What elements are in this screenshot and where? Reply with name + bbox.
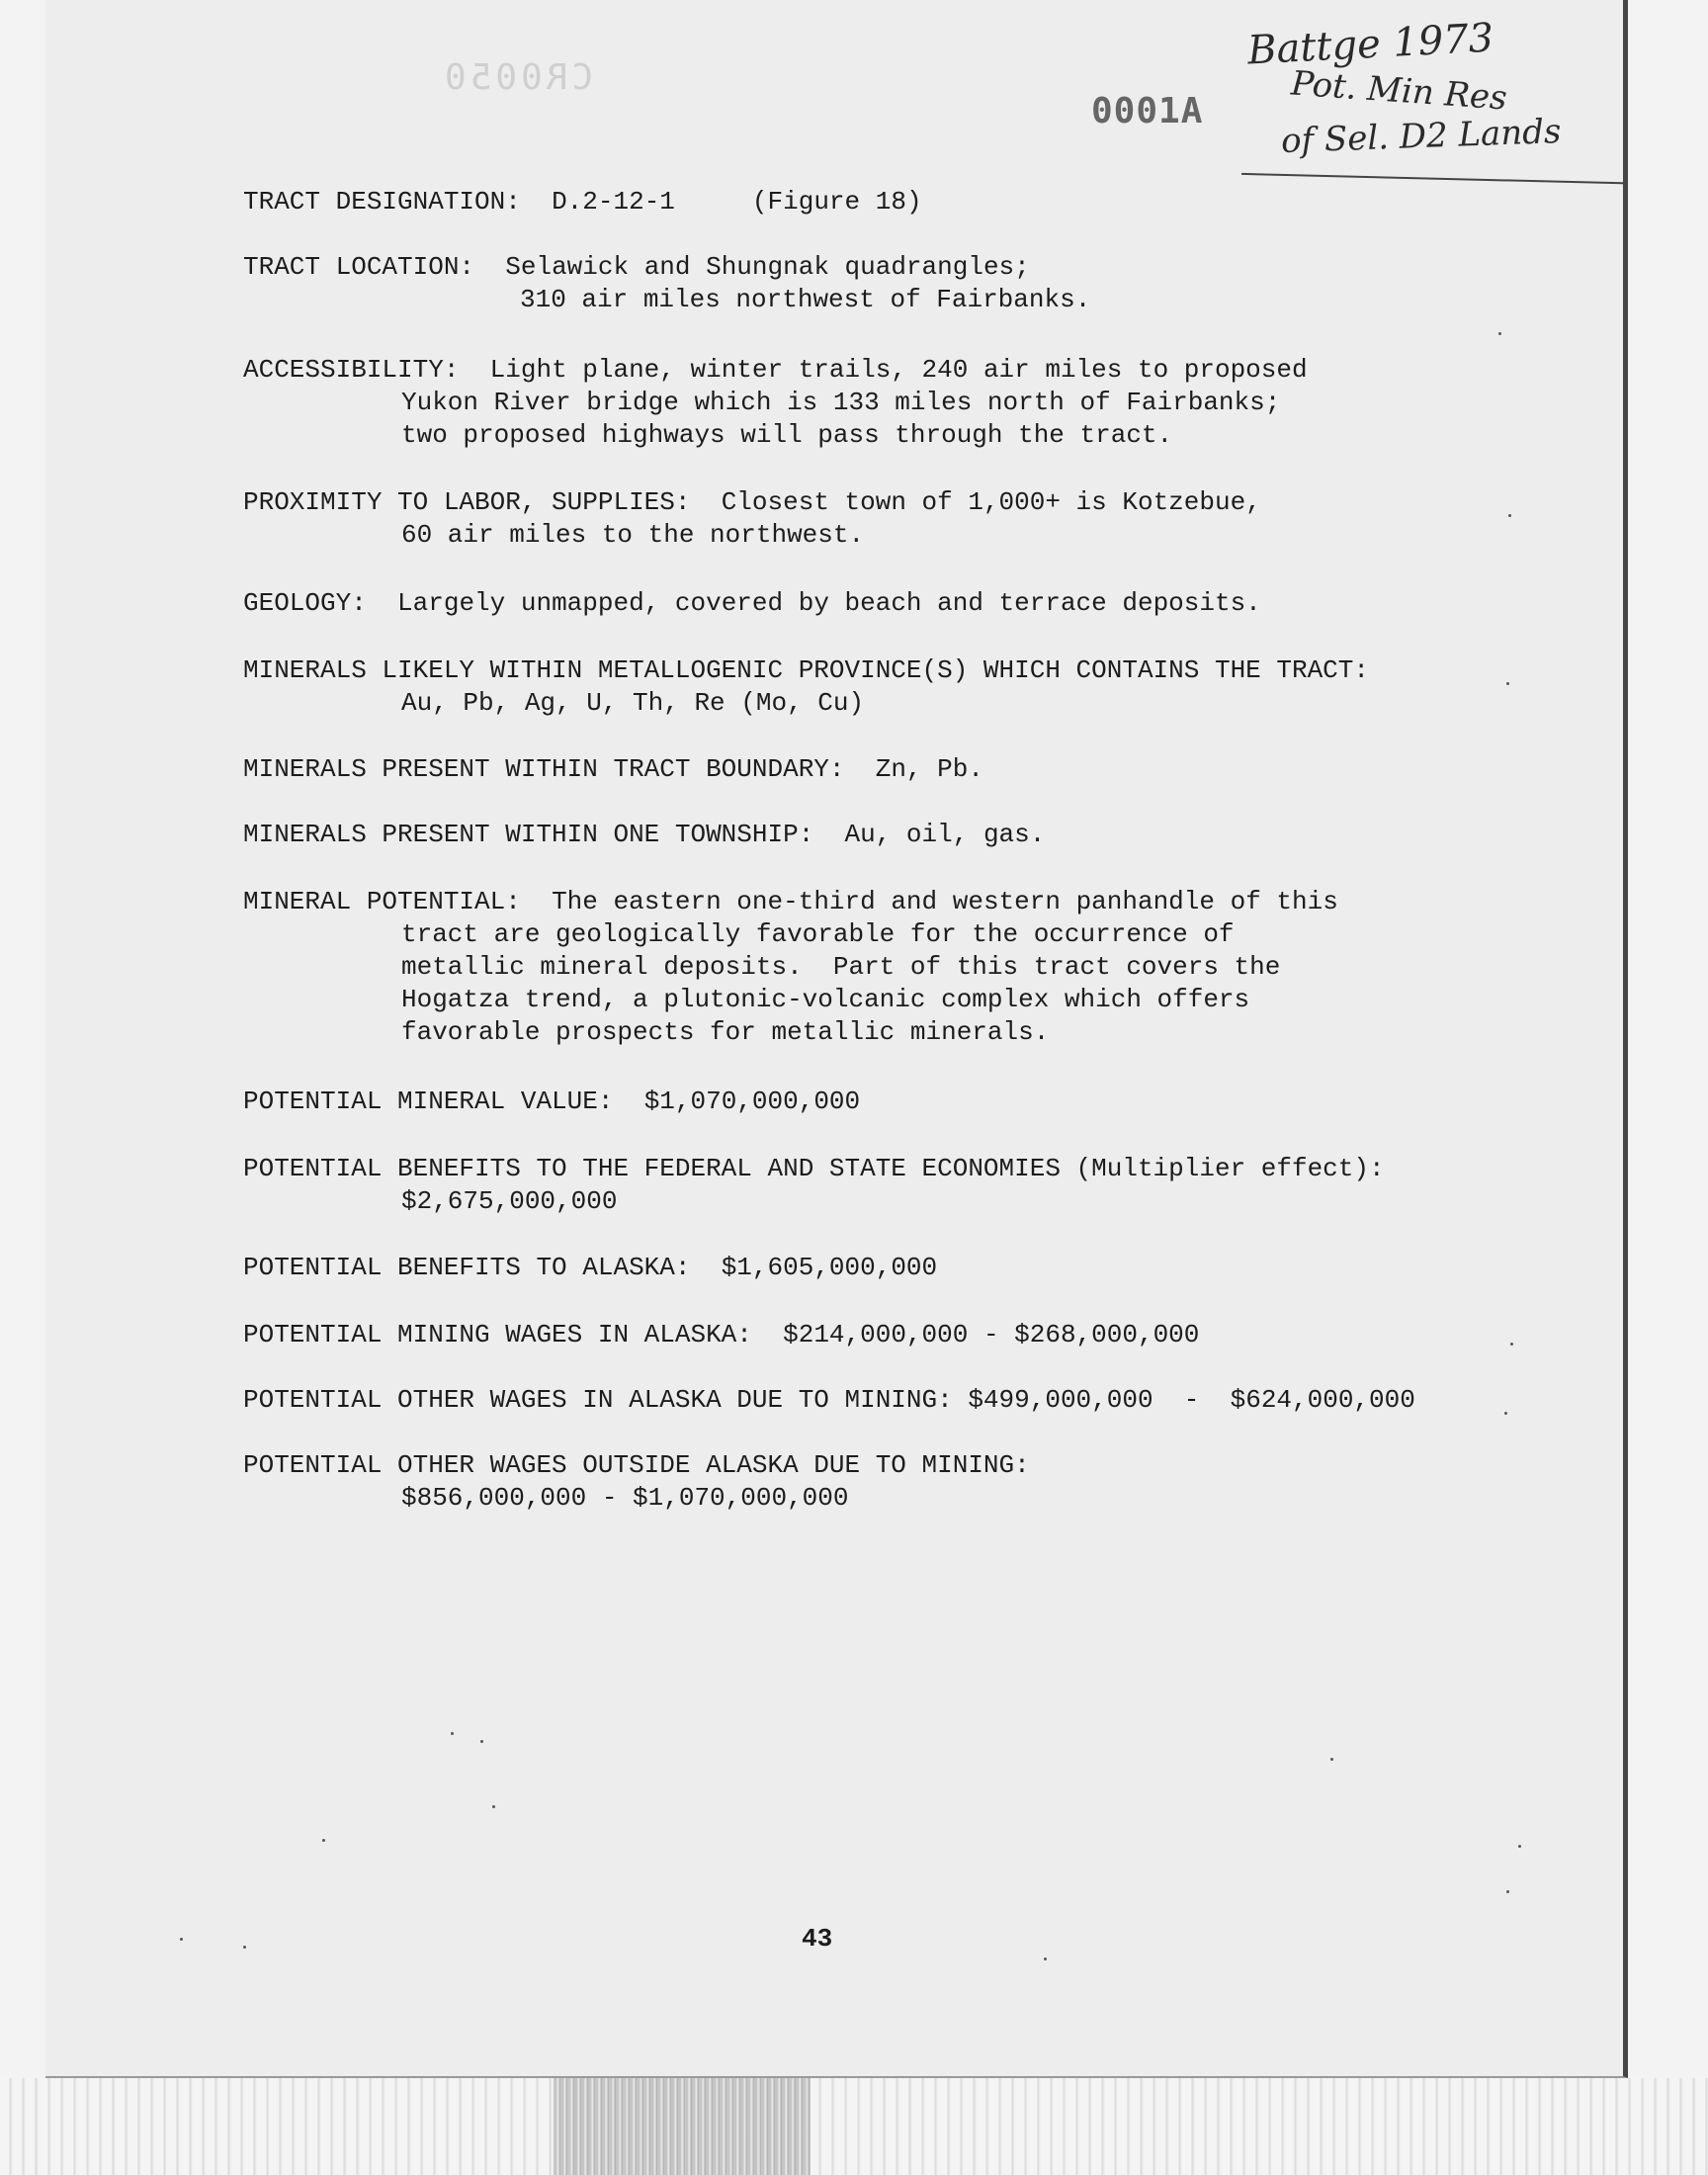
figure-reference: (Figure 18) xyxy=(751,187,922,217)
accessibility-line-1: Light plane, winter trails, 240 air miles to proposed xyxy=(489,355,1308,385)
scanner-edge-shadow xyxy=(554,2078,811,2175)
handwritten-note-line-1: Battge 1973 xyxy=(1245,15,1495,74)
other-wages xyxy=(243,1384,1415,1417)
document-page xyxy=(45,0,1628,2078)
province-minerals-value: Au, Pb, Ag, U, Th, Re (Mo, Cu) xyxy=(401,688,865,718)
accessibility xyxy=(243,354,1308,452)
scan-speck xyxy=(1330,1758,1333,1761)
tract-designation-label: TRACT DESIGNATION: xyxy=(243,187,521,217)
ghost-stamp: CR0050 xyxy=(441,57,594,98)
potential-mineral-value xyxy=(243,1086,860,1118)
province-minerals-label: MINERALS LIKELY WITHIN METALLOGENIC PROVINCE(S) WHICH CONTAINS THE TRACT: xyxy=(243,655,1369,685)
tract-designation-value: D.2-12-1 xyxy=(552,187,675,217)
mineral-potential-line-4: Hogatza trend, a plutonic-volcanic complex which offers xyxy=(401,985,1250,1014)
alaska-benefits xyxy=(243,1252,937,1284)
scan-speck xyxy=(1044,1958,1047,1960)
boundary-minerals-label: MINERALS PRESENT WITHIN TRACT BOUNDARY: xyxy=(243,754,845,784)
township-minerals-label: MINERALS PRESENT WITHIN ONE TOWNSHIP: xyxy=(243,820,814,849)
handwritten-note-line-2: Pot. Min Res xyxy=(1289,63,1508,119)
proximity-line-2: 60 air miles to the northwest. xyxy=(401,520,865,550)
scan-speck xyxy=(1498,332,1501,335)
scan-speck xyxy=(1506,1890,1509,1893)
mineral-potential xyxy=(243,886,1338,1049)
scan-speck xyxy=(1518,1845,1521,1848)
alaska-benefits-label: POTENTIAL BENEFITS TO ALASKA: xyxy=(243,1253,691,1282)
scan-speck xyxy=(1510,1343,1513,1346)
mineral-potential-line-1: The eastern one-third and western panhandle of this xyxy=(552,887,1338,916)
other-wages-low: $499,000,000 xyxy=(968,1385,1153,1415)
proximity xyxy=(243,486,1261,552)
mineral-potential-line-2: tract are geologically favorable for the occurrence of xyxy=(401,919,1235,949)
economies-benefits-amount: $2,675,000,000 xyxy=(401,1186,618,1216)
mining-wages-label: POTENTIAL MINING WAGES IN ALASKA: xyxy=(243,1320,752,1349)
township-minerals xyxy=(243,819,1045,851)
document-stamp: 0001A xyxy=(1091,91,1204,131)
mineral-potential-label: MINERAL POTENTIAL: xyxy=(243,887,521,916)
province-minerals xyxy=(243,654,1369,720)
mineral-potential-line-5: favorable prospects for metallic minerals. xyxy=(401,1017,1050,1047)
proximity-label: PROXIMITY TO LABOR, SUPPLIES: xyxy=(243,487,691,517)
proximity-line-1: Closest town of 1,000+ is Kotzebue, xyxy=(721,487,1261,517)
mining-wages xyxy=(243,1319,1199,1351)
geology-label: GEOLOGY: xyxy=(243,588,367,618)
scan-speck xyxy=(492,1805,495,1808)
other-wages-high: $624,000,000 xyxy=(1230,1385,1415,1415)
accessibility-label: ACCESSIBILITY: xyxy=(243,355,460,385)
mineral-potential-line-3: metallic mineral deposits. Part of this tract covers the xyxy=(401,952,1281,982)
scan-speck xyxy=(451,1732,454,1735)
outside-wages xyxy=(243,1449,1030,1515)
handwritten-note-line-3: of Sel. D2 Lands xyxy=(1280,112,1563,161)
potential-mineral-value-label: POTENTIAL MINERAL VALUE: xyxy=(243,1087,614,1116)
scan-speck xyxy=(1504,1412,1507,1415)
scan-speck xyxy=(480,1740,483,1743)
handwritten-underline xyxy=(1241,173,1628,185)
scan-speck xyxy=(243,1946,246,1949)
alaska-benefits-amount: $1,605,000,000 xyxy=(721,1253,938,1282)
potential-mineral-value-amount: $1,070,000,000 xyxy=(643,1087,861,1116)
scan-speck xyxy=(322,1839,325,1842)
tract-designation xyxy=(243,186,922,218)
geology xyxy=(243,587,1261,620)
tract-location-line-1: Selawick and Shungnak quadrangles; xyxy=(505,252,1030,282)
other-wages-dash: - xyxy=(1183,1385,1200,1415)
scan-speck xyxy=(180,1938,183,1941)
boundary-minerals-value: Zn, Pb. xyxy=(875,754,983,784)
geology-value: Largely unmapped, covered by beach and terrace deposits. xyxy=(397,588,1261,618)
economies-benefits-label: POTENTIAL BENEFITS TO THE FEDERAL AND STATE ECONOMIES (Multiplier effect): xyxy=(243,1154,1385,1183)
economies-benefits xyxy=(243,1153,1385,1218)
accessibility-line-2: Yukon River bridge which is 133 miles north of Fairbanks; xyxy=(401,388,1281,417)
scan-speck xyxy=(1508,514,1511,517)
tract-location-line-2: 310 air miles northwest of Fairbanks. xyxy=(520,285,1091,314)
boundary-minerals xyxy=(243,753,983,786)
accessibility-line-3: two proposed highways will pass through the tract. xyxy=(401,420,1173,450)
outside-wages-amount: $856,000,000 - $1,070,000,000 xyxy=(401,1483,849,1513)
outside-wages-label: POTENTIAL OTHER WAGES OUTSIDE ALASKA DUE TO MINING: xyxy=(243,1450,1030,1480)
scanner-edge xyxy=(0,2078,1708,2175)
mining-wages-amount: $214,000,000 - $268,000,000 xyxy=(783,1320,1200,1349)
scan-speck xyxy=(1506,682,1509,685)
township-minerals-value: Au, oil, gas. xyxy=(844,820,1046,849)
tract-location-label: TRACT LOCATION: xyxy=(243,252,475,282)
other-wages-label: POTENTIAL OTHER WAGES IN ALASKA DUE TO MINING: xyxy=(243,1385,953,1415)
tract-location xyxy=(243,251,1090,316)
page-number: 43 xyxy=(802,1924,833,1954)
